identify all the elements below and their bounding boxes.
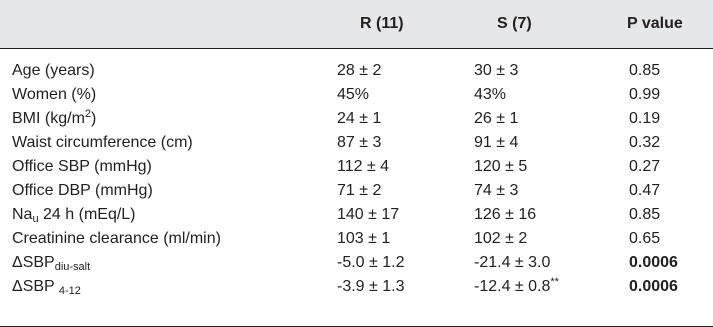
table-row [0,276,713,298]
row-label-superscript: 2 [84,108,92,120]
p-value: 0.85 [629,206,661,223]
header-rule [0,48,713,49]
row-label-text: ΔSBP [12,254,55,271]
row-label-text: ΔSBP [12,278,59,295]
p-value: 0.19 [629,110,661,127]
row-label [12,204,136,226]
header-r-group: R (11) [360,15,404,32]
row-label-text-end: 24 h (mEq/L) [38,206,136,223]
s-value: 102 ± 2 [474,230,528,247]
row-label: Age (years) [12,62,95,79]
table-row [0,180,713,202]
r-value: 87 ± 3 [337,134,382,151]
table-row [0,60,713,82]
r-value: 24 ± 1 [337,110,382,127]
s-value-text: -12.4 ± 0.8 [474,278,551,295]
row-label-subscript: diu-salt [54,261,91,273]
table-header [0,0,713,48]
p-value: 0.99 [629,86,661,103]
table-row [0,132,713,154]
s-value: -21.4 ± 3.0 [474,254,551,271]
row-label: Office SBP (mmHg) [12,158,152,175]
row-label: Waist circumference (cm) [12,134,193,151]
r-value: 140 ± 17 [337,206,400,223]
s-value [474,276,559,298]
row-label [12,108,96,130]
s-value: 126 ± 16 [474,206,537,223]
table-row [0,156,713,178]
s-value: 43% [474,86,507,103]
row-label-text-end: ) [91,110,97,127]
p-value-significant: 0.0006 [629,254,678,271]
significance-marker: ** [550,276,559,288]
row-label-text: Na [12,206,33,223]
header-p-value: P value [627,15,683,32]
row-label-subscript: 4-12 [58,285,81,297]
row-label: Office DBP (mmHg) [12,182,153,199]
header-s-group: S (7) [497,15,532,32]
r-value: 45% [337,86,370,103]
r-value: -3.9 ± 1.3 [337,278,405,295]
p-value: 0.85 [629,62,661,79]
s-value: 120 ± 5 [474,158,528,175]
r-value: 112 ± 4 [337,158,390,175]
row-label: Creatinine clearance (ml/min) [12,230,221,247]
table-row [0,228,713,250]
row-label [12,276,81,298]
s-value: 91 ± 4 [474,134,519,151]
r-value: -5.0 ± 1.2 [337,254,405,271]
p-value: 0.65 [629,230,661,247]
r-value: 71 ± 2 [337,182,382,199]
r-value: 28 ± 2 [337,62,382,79]
s-value: 74 ± 3 [474,182,519,199]
table-row [0,252,713,274]
row-label-text: BMI (kg/m [12,110,85,127]
table-row [0,108,713,130]
row-label [12,252,90,274]
p-value: 0.27 [629,158,661,175]
p-value: 0.32 [629,134,661,151]
row-label: Women (%) [12,86,97,103]
p-value-significant: 0.0006 [629,278,678,295]
table-row [0,84,713,106]
s-value: 26 ± 1 [474,110,519,127]
table-row [0,204,713,226]
r-value: 103 ± 1 [337,230,391,247]
row-label-subscript: u [32,213,39,225]
p-value: 0.47 [629,182,661,199]
s-value: 30 ± 3 [474,62,519,79]
